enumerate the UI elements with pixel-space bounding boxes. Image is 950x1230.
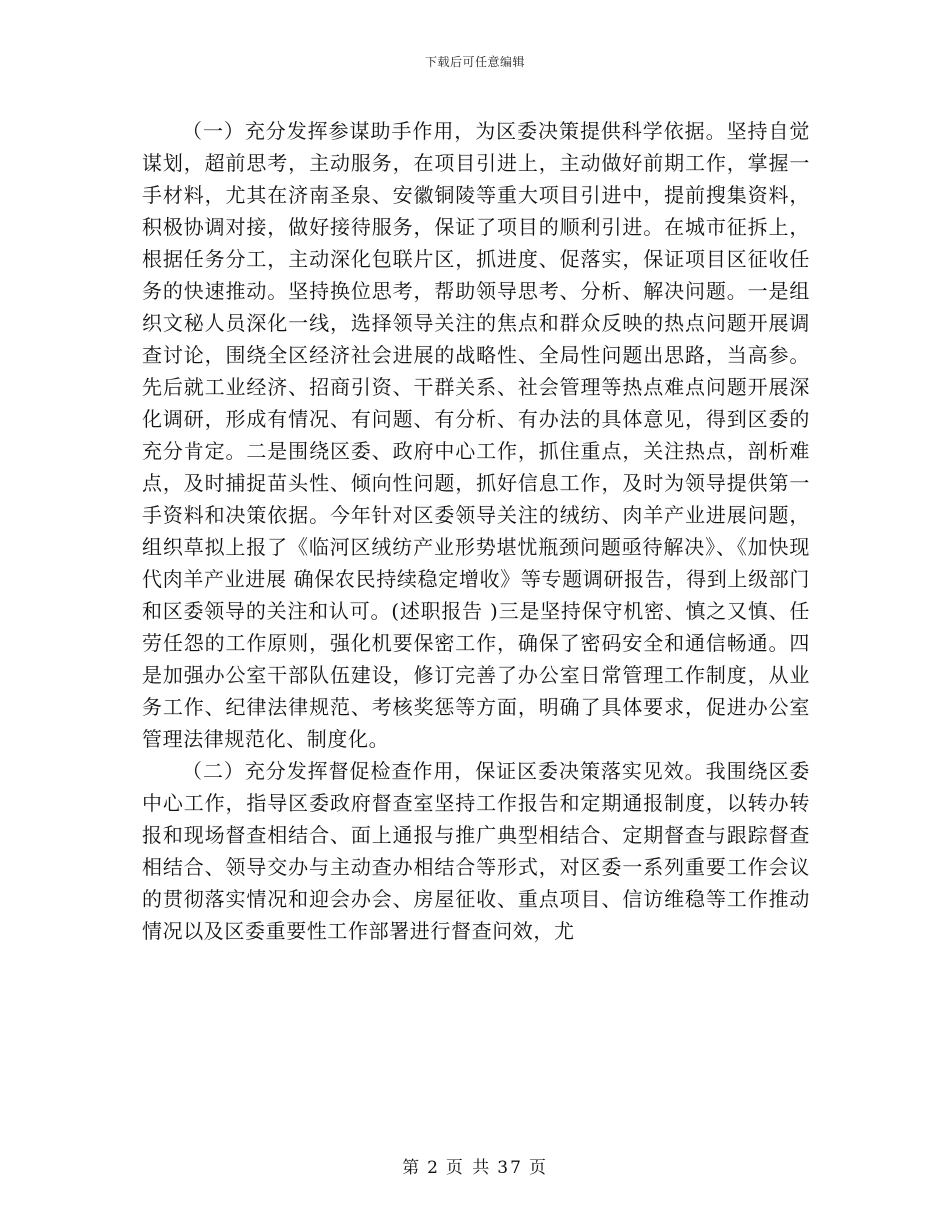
- document-body: [142, 115, 810, 947]
- footer-total-pages: 37: [497, 1158, 523, 1178]
- footer-current-page: 2: [427, 1158, 440, 1178]
- footer-suffix: 页: [528, 1158, 548, 1178]
- header-note: 下载后可任意编辑: [424, 55, 525, 69]
- footer-middle: 页 共: [445, 1158, 492, 1178]
- paragraph-2: （二）充分发挥督促检查作用，保证区委决策落实见效。我围绕区委中心工作，指导区委政府督查室坚持工作报告和定期通报制度，以转办转报和现场督查相结合、面上通报与推广典型相结合、定期督查与跟踪督查相结合、领导交办与主动查办相结合等形式，对区委一系列重要工作会议的贯彻落实情况和迎会办会、房屋征收、重点项目、信访维稳等工作推动情况以及区委重要性工作部署进行督查问效，尤: [142, 759, 810, 943]
- paragraph-1: （一）充分发挥参谋助手作用，为区委决策提供科学依据。坚持自觉谋划，超前思考，主动服务，在项目引进上，主动做好前期工作，掌握一手材料，尤其在济南圣泉、安徽铜陵等重大项目引进中，提前搜集资料，积极协调对接，做好接待服务，保证了项目的顺利引进。在城市征拆上，根据任务分工，主动深化包联片区，抓进度、促落实，保证项目区征收任务的快速推动。坚持换位思考，帮助领导思考、分析、解决问题。一是组织文秘人员深化一线，选择领导关注的焦点和群众反映的热点问题开展调查讨论，围绕全区经济社会进展的战略性、全局性问题出思路，当高参。先后就工业经济、招商引资、干群关系、社会管理等热点难点问题开展深化调研，形成有情况、有问题、有分析、有办法的具体意见，得到区委的充分肯定。二是围绕区委、政府中心工作，抓住重点，关注热点，剖析难点，及时捕捉苗头性、倾向性问题，抓好信息工作，及时为领导提供第一手资料和决策依据。今年针对区委领导关注的绒纺、肉羊产业进展问题，组织草拟上报了《临河区绒纺产业形势堪忧瓶颈问题亟待解决》、《加快现代肉羊产业进展 确保农民持续稳定增收》等专题调研报告，得到上级部门和区委领导的关注和认可。(述职报告 )三是坚持保守机密、慎之又慎、任劳任怨的工作原则，强化机要保密工作，确保了密码安全和通信畅通。四是加强办公室干部队伍建设，修订完善了办公室日常管理工作制度，从业务工作、纪律法律规范、考核奖惩等方面，明确了具体要求，促进办公室管理法律规范化、制度化。: [142, 119, 810, 751]
- page-footer: [0, 1153, 950, 1178]
- footer-prefix: 第: [402, 1158, 422, 1178]
